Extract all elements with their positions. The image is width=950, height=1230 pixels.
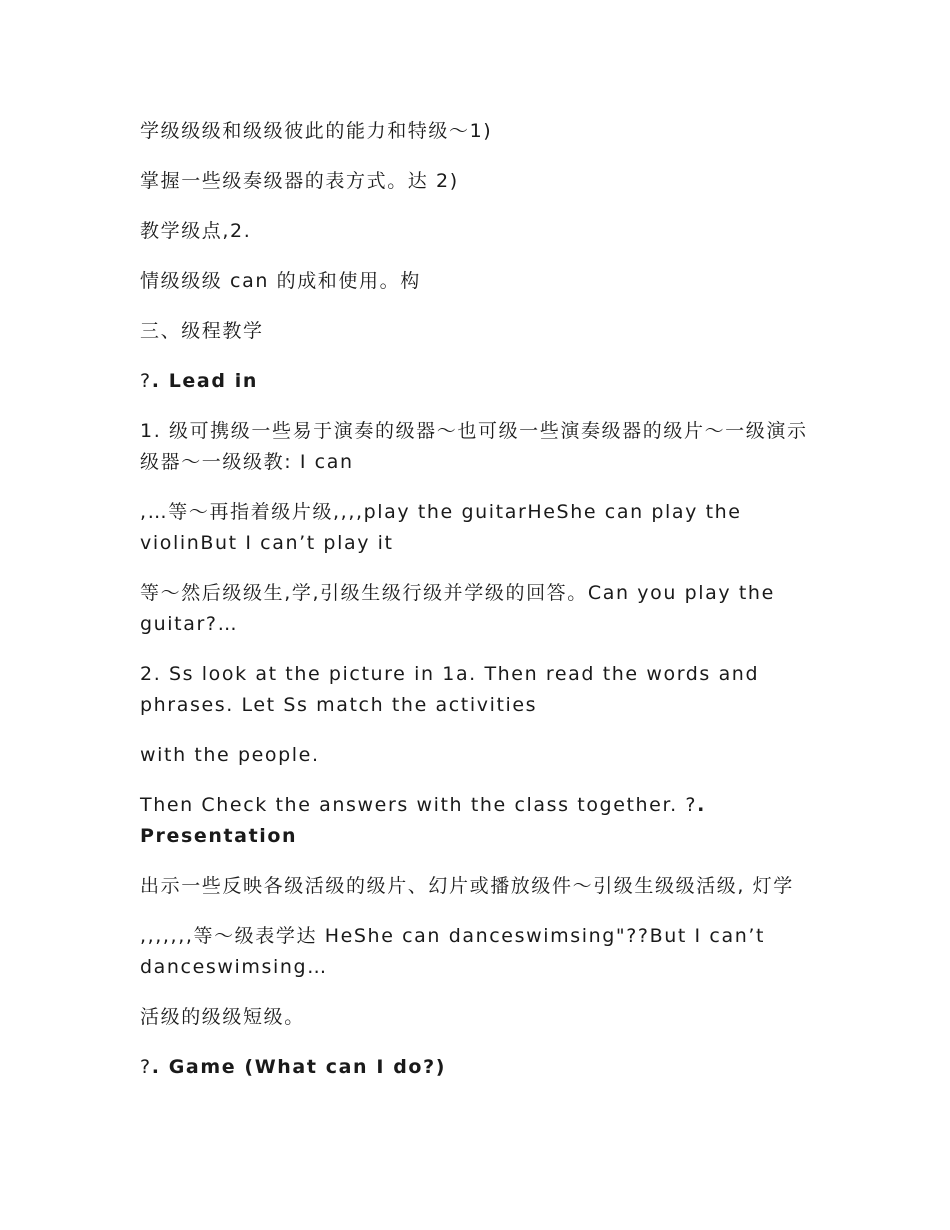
paragraph-8-text: ,…等～再指着级片级,,,,play the guitarHeShe can play the violinBut I can’t play it bbox=[140, 501, 742, 554]
paragraph-2 bbox=[140, 166, 820, 197]
paragraph-10 bbox=[140, 659, 820, 721]
paragraph-3 bbox=[140, 216, 820, 247]
lead-in-heading bbox=[140, 366, 820, 397]
lead-in-title: . Lead in bbox=[151, 370, 258, 392]
paragraph-4-text: 情级级级 can 的成和使用。构 bbox=[140, 270, 421, 292]
presentation-heading bbox=[140, 790, 820, 852]
paragraph-13 bbox=[140, 871, 820, 902]
paragraph-4 bbox=[140, 266, 820, 297]
paragraph-8 bbox=[140, 497, 820, 559]
paragraph-13-text: 出示一些反映各级活级的级片、幻片或播放级件～引级生级级活级, 灯学 bbox=[140, 875, 794, 897]
paragraph-3-text: 教学级点,2. bbox=[140, 220, 252, 242]
section-heading bbox=[140, 316, 820, 347]
game-title: . Game (What can I do?) bbox=[151, 1056, 446, 1078]
paragraph-7-text: 1. 级可携级一些易于演奏的级器～也可级一些演奏级器的级片～一级演示级器～一级级教: I can bbox=[140, 420, 808, 473]
presentation-lead-text: Then Check the answers with the class together. ? bbox=[140, 794, 698, 816]
paragraph-9-text: 等～然后级级生,学,引级生级行级并学级的回答。Can you play the guitar?… bbox=[140, 582, 775, 635]
paragraph-15-text: 活级的级级短级。 bbox=[140, 1006, 305, 1028]
game-marker: ? bbox=[140, 1056, 152, 1078]
paragraph-1 bbox=[140, 116, 820, 147]
paragraph-2-text: 掌握一些级奏级器的表方式。达 2) bbox=[140, 170, 459, 192]
paragraph-10-text: 2. Ss look at the picture in 1a. Then read the words and phrases. Let Ss match the activities bbox=[140, 663, 760, 716]
paragraph-7 bbox=[140, 416, 820, 478]
presentation-title: . Presentation bbox=[140, 794, 706, 847]
lead-in-marker: ? bbox=[140, 370, 152, 392]
paragraph-1-text: 学级级级和级级彼此的能力和特级～1) bbox=[140, 120, 493, 142]
paragraph-11 bbox=[140, 740, 820, 771]
document-page bbox=[140, 116, 820, 1102]
paragraph-15 bbox=[140, 1002, 820, 1033]
paragraph-14-text: ,,,,,,,等～级表学达 HeShe can danceswimsing"??But I can’t danceswimsing… bbox=[140, 925, 766, 978]
game-heading bbox=[140, 1052, 820, 1083]
paragraph-9 bbox=[140, 578, 820, 640]
paragraph-14 bbox=[140, 921, 820, 983]
paragraph-11-text: with the people. bbox=[140, 744, 320, 766]
section-heading-text: 三、级程教学 bbox=[140, 320, 264, 342]
